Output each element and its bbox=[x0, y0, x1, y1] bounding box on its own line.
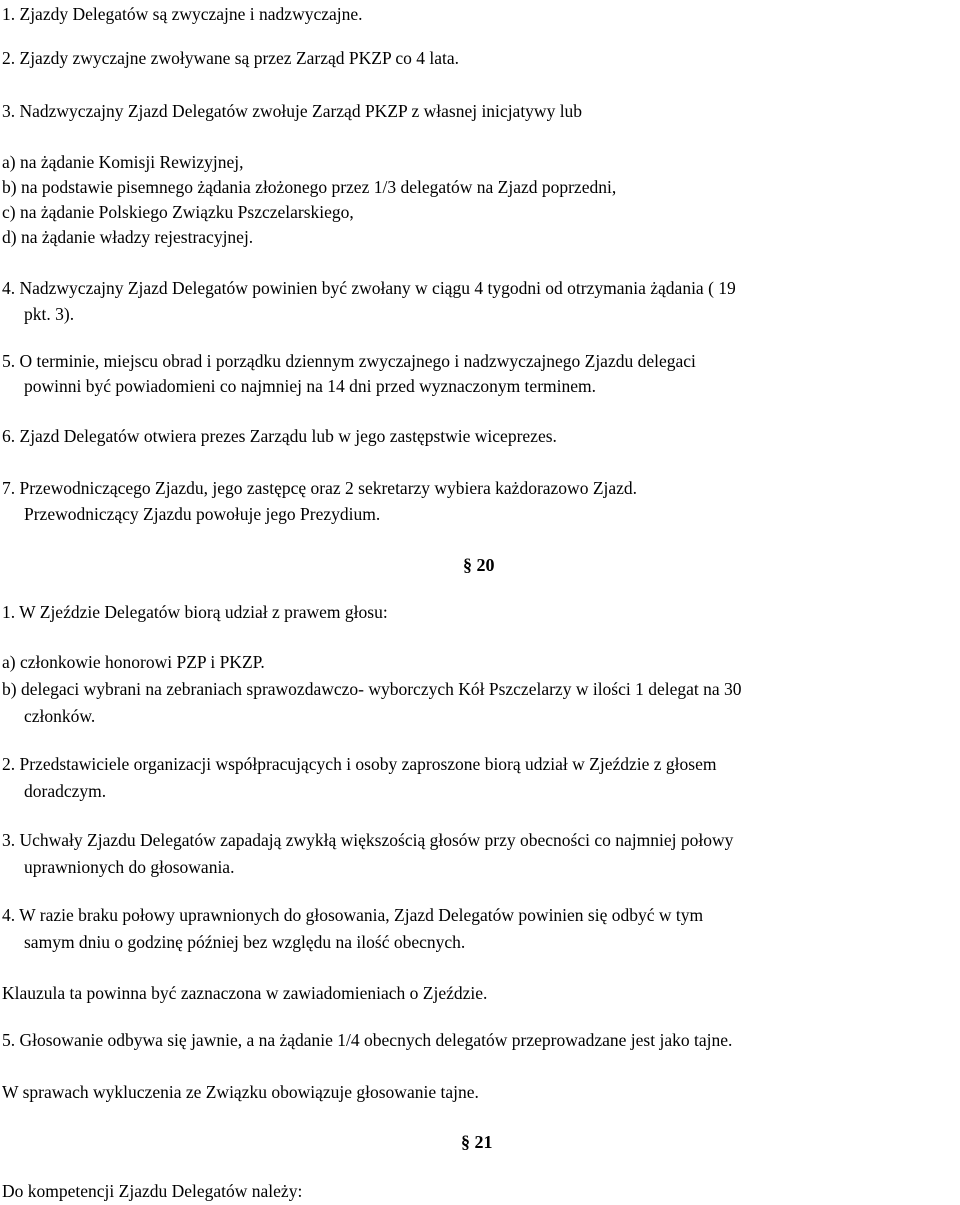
text-line: Przewodniczący Zjazdu powołuje jego Prezydium. bbox=[24, 504, 381, 524]
text-line: Klauzula ta powinna być zaznaczona w zawiadomieniach o Zjeździe. bbox=[2, 983, 488, 1003]
text-line: pkt. 3). bbox=[24, 304, 75, 324]
text-line: 6. Zjazd Delegatów otwiera prezes Zarządu lub w jego zastępstwie wiceprezes. bbox=[2, 426, 557, 446]
text-line: Do kompetencji Zjazdu Delegatów należy: bbox=[2, 1181, 303, 1201]
text-line: b) na podstawie pisemnego żądania złożonego przez 1/3 delegatów na Zjazd poprzedni, bbox=[2, 177, 617, 197]
text-line: uprawnionych do głosowania. bbox=[24, 857, 235, 877]
text-line: a) członkowie honorowi PZP i PKZP. bbox=[2, 652, 265, 672]
text-line: 2. Przedstawiciele organizacji współpracujących i osoby zaproszone biorą udział w Zjeździe z głosem bbox=[2, 754, 717, 774]
section-paragraph-heading: § 20 bbox=[463, 555, 495, 575]
text-line: 1. W Zjeździe Delegatów biorą udział z prawem głosu: bbox=[2, 602, 388, 622]
text-line: b) delegaci wybrani na zebraniach sprawozdawczo- wyborczych Kół Pszczelarzy w ilości 1 delegat na 30 bbox=[2, 679, 742, 699]
text-line: 2. Zjazdy zwyczajne zwoływane są przez Zarząd PKZP co 4 lata. bbox=[2, 48, 460, 68]
text-line: 4. W razie braku połowy uprawnionych do głosowania, Zjazd Delegatów powinien się odbyć w tym bbox=[2, 905, 704, 925]
text-line: 5. Głosowanie odbywa się jawnie, a na żądanie 1/4 obecnych delegatów przeprowadzane jest jako tajne. bbox=[2, 1030, 733, 1050]
text-line: c) na żądanie Polskiego Związku Pszczelarskiego, bbox=[2, 202, 354, 222]
text-line: 1. Zjazdy Delegatów są zwyczajne i nadzwyczajne. bbox=[2, 4, 363, 24]
text-line: a) na żądanie Komisji Rewizyjnej, bbox=[2, 152, 244, 172]
text-line: 5. O terminie, miejscu obrad i porządku dziennym zwyczajnego i nadzwyczajnego Zjazdu delegaci bbox=[2, 351, 696, 371]
section-paragraph-heading: § 21 bbox=[461, 1132, 493, 1152]
text-line: powinni być powiadomieni co najmniej na 14 dni przed wyznaczonym terminem. bbox=[24, 376, 596, 396]
text-line: 4. Nadzwyczajny Zjazd Delegatów powinien być zwołany w ciągu 4 tygodni od otrzymania żądania ( 19 bbox=[2, 278, 736, 298]
text-line: 3. Uchwały Zjazdu Delegatów zapadają zwykłą większością głosów przy obecności co najmniej połowy bbox=[2, 830, 734, 850]
text-line: członków. bbox=[24, 706, 96, 726]
text-line: 3. Nadzwyczajny Zjazd Delegatów zwołuje Zarząd PKZP z własnej inicjatywy lub bbox=[2, 101, 583, 121]
text-line: d) na żądanie władzy rejestracyjnej. bbox=[2, 227, 254, 247]
text-line: doradczym. bbox=[24, 781, 107, 801]
text-line: samym dniu o godzinę później bez względu na ilość obecnych. bbox=[24, 932, 466, 952]
text-line: W sprawach wykluczenia ze Związku obowiązuje głosowanie tajne. bbox=[2, 1082, 479, 1102]
text-line: 7. Przewodniczącego Zjazdu, jego zastępcę oraz 2 sekretarzy wybiera każdorazowo Zjazd. bbox=[2, 478, 638, 498]
